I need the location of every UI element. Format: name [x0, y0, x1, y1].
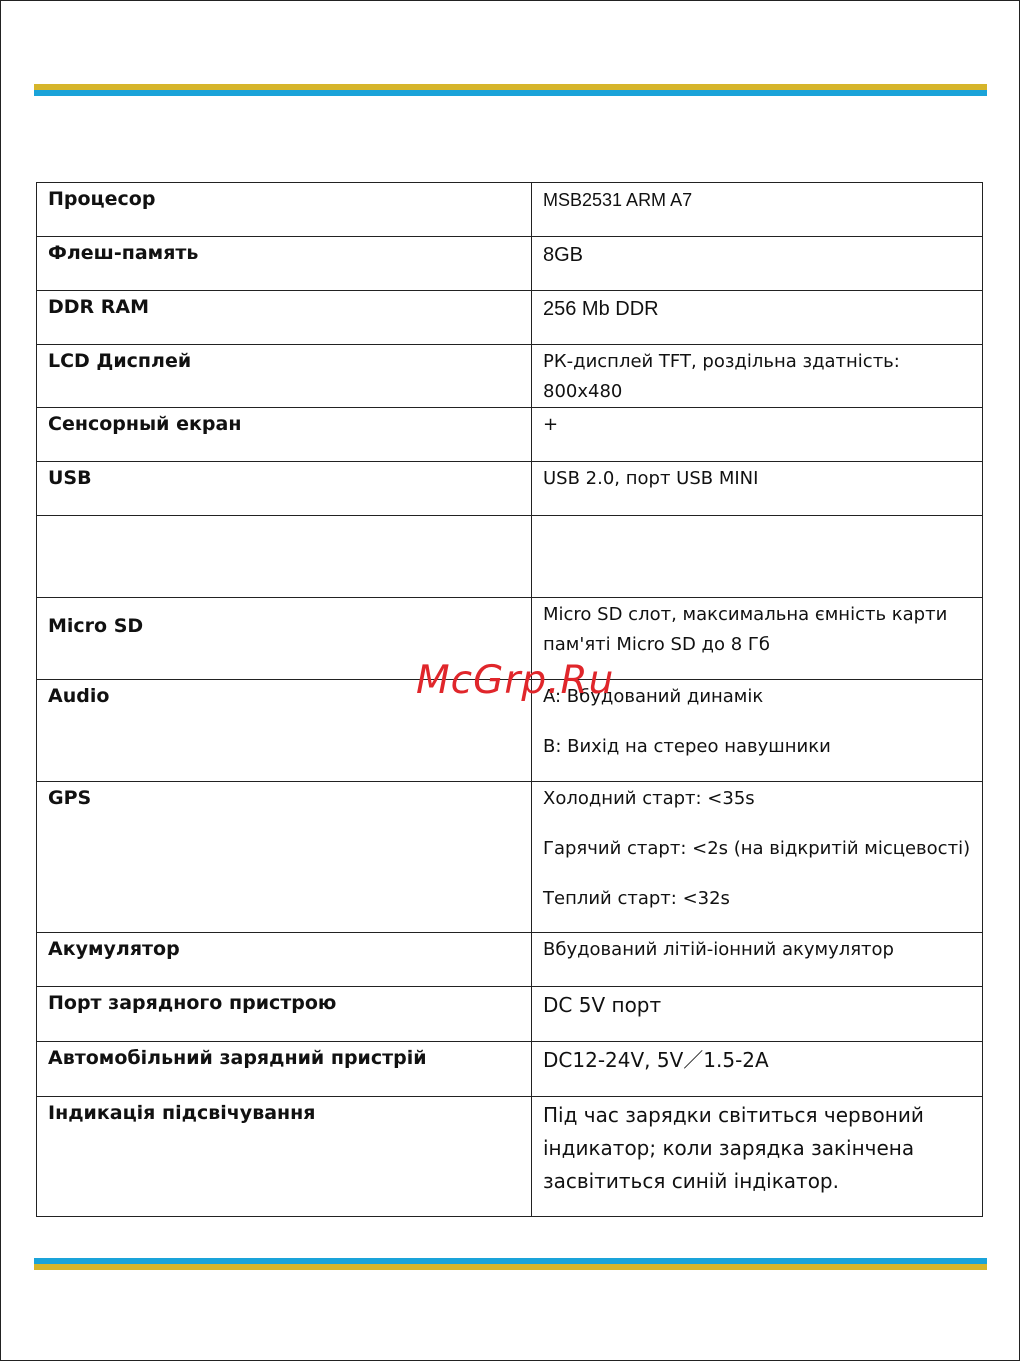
spec-value-line: пам'яті Micro SD до 8 Гб [543, 634, 770, 655]
spec-value-line: засвітиться синій індікатор. [543, 1169, 839, 1193]
spec-value-line: РК-дисплей TFT, роздільна здатність: 800x480 [543, 351, 900, 402]
spec-label: Індикація підсвічування [37, 1097, 532, 1217]
spec-label: Акумулятор [37, 933, 532, 987]
spec-label: GPS [37, 782, 532, 933]
top-decorative-stripe [34, 84, 987, 96]
spec-label: USB [37, 462, 532, 516]
spec-value [532, 1042, 983, 1097]
spec-row-charger-port [37, 987, 983, 1042]
spec-value [532, 516, 983, 598]
spec-row-battery [37, 933, 983, 987]
spec-label: Процесор [37, 183, 532, 237]
spec-value-line: Micro SD слот, максимальна ємність карти [543, 604, 948, 625]
spec-value [532, 1097, 983, 1217]
spec-value-line: + [543, 414, 559, 435]
spec-label: Audio [37, 680, 532, 782]
spec-value [532, 782, 983, 933]
spec-value [532, 408, 983, 462]
spec-value-line: 256 Mb DDR [543, 298, 659, 320]
spec-label: LCD Дисплей [37, 345, 532, 408]
spec-value-line: Холодний старт: <35s [543, 788, 755, 809]
spec-value-line: DC12-24V, 5V／1.5-2A [543, 1048, 769, 1072]
spec-value [532, 933, 983, 987]
spec-value-line: Під час зарядки світиться червоний [543, 1103, 924, 1127]
spec-value-line: Вбудований літій-іонний акумулятор [543, 939, 894, 960]
spec-row-flash [37, 237, 983, 291]
spec-value-line: 8GB [543, 244, 584, 266]
spec-row-ddr-ram [37, 291, 983, 345]
spec-label: Автомобільний зарядний пристрій [37, 1042, 532, 1097]
watermark-text: McGrp.Ru [416, 658, 615, 703]
spec-label: Micro SD [37, 598, 532, 680]
spec-value [532, 237, 983, 291]
spec-value [532, 345, 983, 408]
spec-value-line: Теплий старт: <32s [543, 888, 730, 909]
spec-value-line: USB 2.0, порт USB MINI [543, 468, 759, 489]
spec-row-lcd-display [37, 345, 983, 408]
spec-value-line: A: Вбудований динамік [543, 686, 764, 707]
spec-value-line: B: Вихід на стерео навушники [543, 736, 831, 757]
spec-label: Сенсорный екран [37, 408, 532, 462]
spec-row-touchscreen [37, 408, 983, 462]
spec-value-line: DC 5V порт [543, 993, 662, 1017]
spec-label: DDR RAM [37, 291, 532, 345]
spec-row-processor [37, 183, 983, 237]
spec-row-backlight-indication [37, 1097, 983, 1217]
spec-value-line: індикатор; коли зарядка закінчена [543, 1136, 915, 1160]
bottom-decorative-stripe [34, 1258, 987, 1270]
spec-label: Порт зарядного пристрою [37, 987, 532, 1042]
spec-value [532, 183, 983, 237]
spec-label [37, 516, 532, 598]
spec-row-usb [37, 462, 983, 516]
spec-value [532, 291, 983, 345]
spec-value [532, 462, 983, 516]
spec-row-gps [37, 782, 983, 933]
spec-label: Флеш-память [37, 237, 532, 291]
spec-row-car-charger [37, 1042, 983, 1097]
spec-value-line: MSB2531 ARM A7 [543, 190, 693, 210]
spec-row-empty [37, 516, 983, 598]
spec-value-line: Гарячий старт: <2s (на відкритій місцевості) [543, 838, 971, 859]
spec-value [532, 987, 983, 1042]
